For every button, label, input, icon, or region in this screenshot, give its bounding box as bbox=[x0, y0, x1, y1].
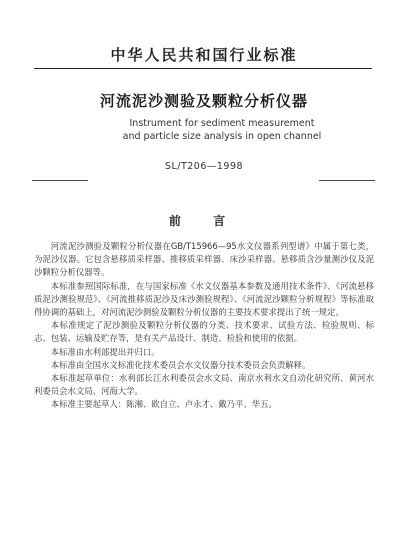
foreword-body bbox=[34, 240, 374, 412]
english-title-line-1: Instrument for sediment measurement bbox=[129, 118, 315, 129]
english-title bbox=[72, 117, 372, 143]
standard-category-title: 中华人民共和国行业标准 bbox=[110, 46, 298, 64]
document-title: 河流泥沙测验及颗粒分析仪器 bbox=[99, 92, 308, 110]
paragraph: 本标准参照国际标准，在与国家标准《水文仪器基本参数及通用技术条件》、《河流悬移质泥沙测验规范》、《河流推移质泥沙及床沙测验规程》、《河流泥沙颗粒分析规程》等标准取得协调的基础上，对河流泥沙测验及颗粒分析仪器的主要技术要求提出了统一规定。 bbox=[34, 280, 374, 318]
paragraph: 本标准由全国水文标准化技术委员会水文仪器分技术委员会负责解释。 bbox=[50, 359, 311, 370]
standard-number: SL/T206—1998 bbox=[164, 161, 244, 172]
paragraph: 本标准主要起草人：陈湘、欧自立、卢永才、戴乃平、华五。 bbox=[50, 399, 277, 410]
paragraph: 本标准由水利部提出并归口。 bbox=[50, 346, 160, 357]
paragraph: 河流泥沙测验及颗粒分析仪器在GB/T15966—95水文仪器系列型谱》中属于第七类，为泥沙仪器。它包含悬移质采样器、推移质采样器、床沙采样器、悬移质含沙量测沙仪及泥沙颗粒分析仪器等。 bbox=[34, 241, 374, 278]
section-heading: 前 言 bbox=[168, 214, 240, 228]
paragraph: 本标准起草单位：水利部长江水利委员会水文局、南京水利水文自动化研究所、黄河水利委员会水文局、河海大学。 bbox=[34, 373, 374, 397]
left-divider bbox=[32, 180, 88, 181]
english-title-line-2: and particle size analysis in open channel bbox=[122, 131, 322, 142]
paragraph: 本标准规定了泥沙测验及颗粒分析仪器的分类、技术要求、试验方法、检验规则、标志、包装、运输及贮存等，是有关产品设计、制造、检验和使用的依据。 bbox=[34, 320, 374, 344]
right-divider bbox=[319, 180, 375, 181]
header-divider bbox=[34, 68, 372, 69]
